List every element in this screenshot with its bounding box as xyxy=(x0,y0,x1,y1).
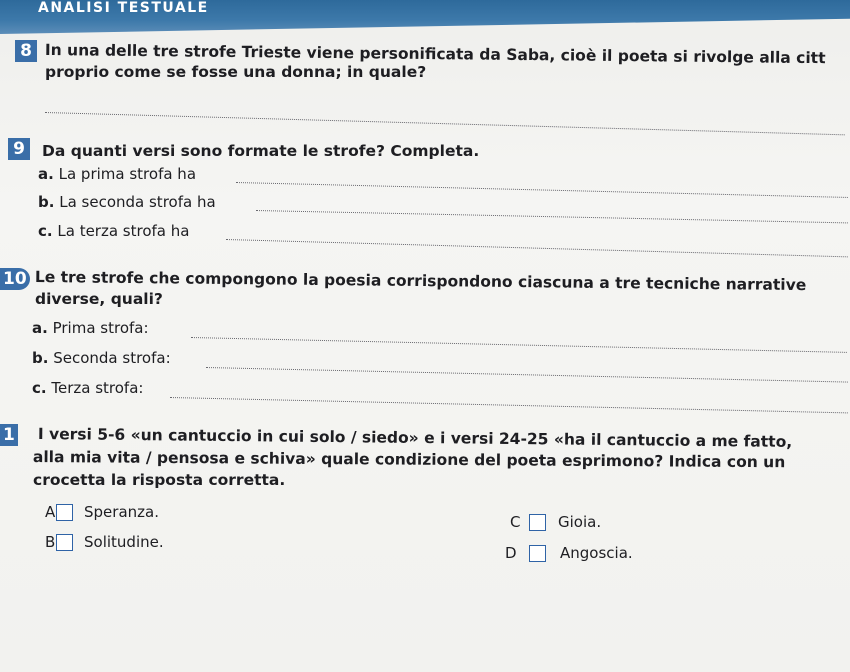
option-c-letter: C xyxy=(510,513,521,531)
question-number-10: 10 xyxy=(0,268,30,290)
answer-line-q9-a[interactable] xyxy=(236,182,848,198)
q9-item-a xyxy=(38,164,196,184)
question-11-text-line2: alla mia vita / pensosa e schiva» quale condizione del poeta esprimono? Indica con un xyxy=(32,447,786,472)
item-letter: c. xyxy=(32,379,47,397)
answer-line-q9-b[interactable] xyxy=(256,210,848,223)
question-10-text-line1: Le tre strofe che compongono la poesia corrispondono ciascuna a tre tecniche narrative xyxy=(34,267,807,295)
question-number-9: 9 xyxy=(8,138,30,160)
option-b-checkbox[interactable] xyxy=(56,534,73,551)
option-a-checkbox[interactable] xyxy=(56,504,73,521)
answer-line-q10-b[interactable] xyxy=(206,367,848,383)
question-10-text-line2: diverse, quali? xyxy=(35,290,163,308)
item-letter: a. xyxy=(32,319,48,337)
q9-item-b xyxy=(38,192,216,212)
section-title: ANALISI TESTUALE xyxy=(38,0,209,16)
item-letter: c. xyxy=(38,222,53,240)
q9-item-c xyxy=(38,221,189,241)
item-text: Terza strofa: xyxy=(51,379,144,397)
item-text: La prima strofa ha xyxy=(58,165,197,183)
question-8-text-line2: proprio come se fosse una donna; in quale? xyxy=(45,63,427,81)
item-text: La seconda strofa ha xyxy=(59,193,216,211)
item-text: La terza strofa ha xyxy=(57,222,190,240)
q10-item-b xyxy=(32,348,171,368)
option-b-letter: B xyxy=(45,533,56,551)
answer-line-q10-c[interactable] xyxy=(170,397,848,413)
answer-line-q8[interactable] xyxy=(45,112,845,135)
q10-item-a xyxy=(32,318,149,338)
question-number-11: 1 xyxy=(0,424,18,446)
question-11-text-line1: I versi 5-6 «un cantuccio in cui solo / siedo» e i versi 24-25 «ha il cantuccio a me fatto, xyxy=(37,424,793,451)
question-8-text-line1: In una delle tre strofe Trieste viene personificata da Saba, cioè il poeta si rivolge alla citt xyxy=(44,40,826,68)
option-c-checkbox[interactable] xyxy=(529,514,546,531)
question-9-text: Da quanti versi sono formate le strofe? Completa. xyxy=(42,142,480,160)
question-number-8: 8 xyxy=(15,40,37,62)
item-letter: b. xyxy=(32,349,49,367)
item-text: Prima strofa: xyxy=(52,319,149,337)
question-11-text-line3: crocetta la risposta corretta. xyxy=(33,471,286,489)
item-letter: b. xyxy=(38,193,55,211)
option-d-letter: D xyxy=(505,544,517,562)
answer-line-q10-a[interactable] xyxy=(191,337,847,353)
option-a-label: Speranza. xyxy=(84,503,159,521)
answer-line-q9-c[interactable] xyxy=(226,239,848,257)
option-c-label: Gioia. xyxy=(558,513,602,531)
item-letter: a. xyxy=(38,165,54,183)
option-d-label: Angoscia. xyxy=(560,544,633,562)
option-a-letter: A xyxy=(45,503,56,521)
item-text: Seconda strofa: xyxy=(53,349,171,367)
option-b-label: Solitudine. xyxy=(84,533,164,551)
option-d-checkbox[interactable] xyxy=(529,545,546,562)
q10-item-c xyxy=(32,378,143,398)
